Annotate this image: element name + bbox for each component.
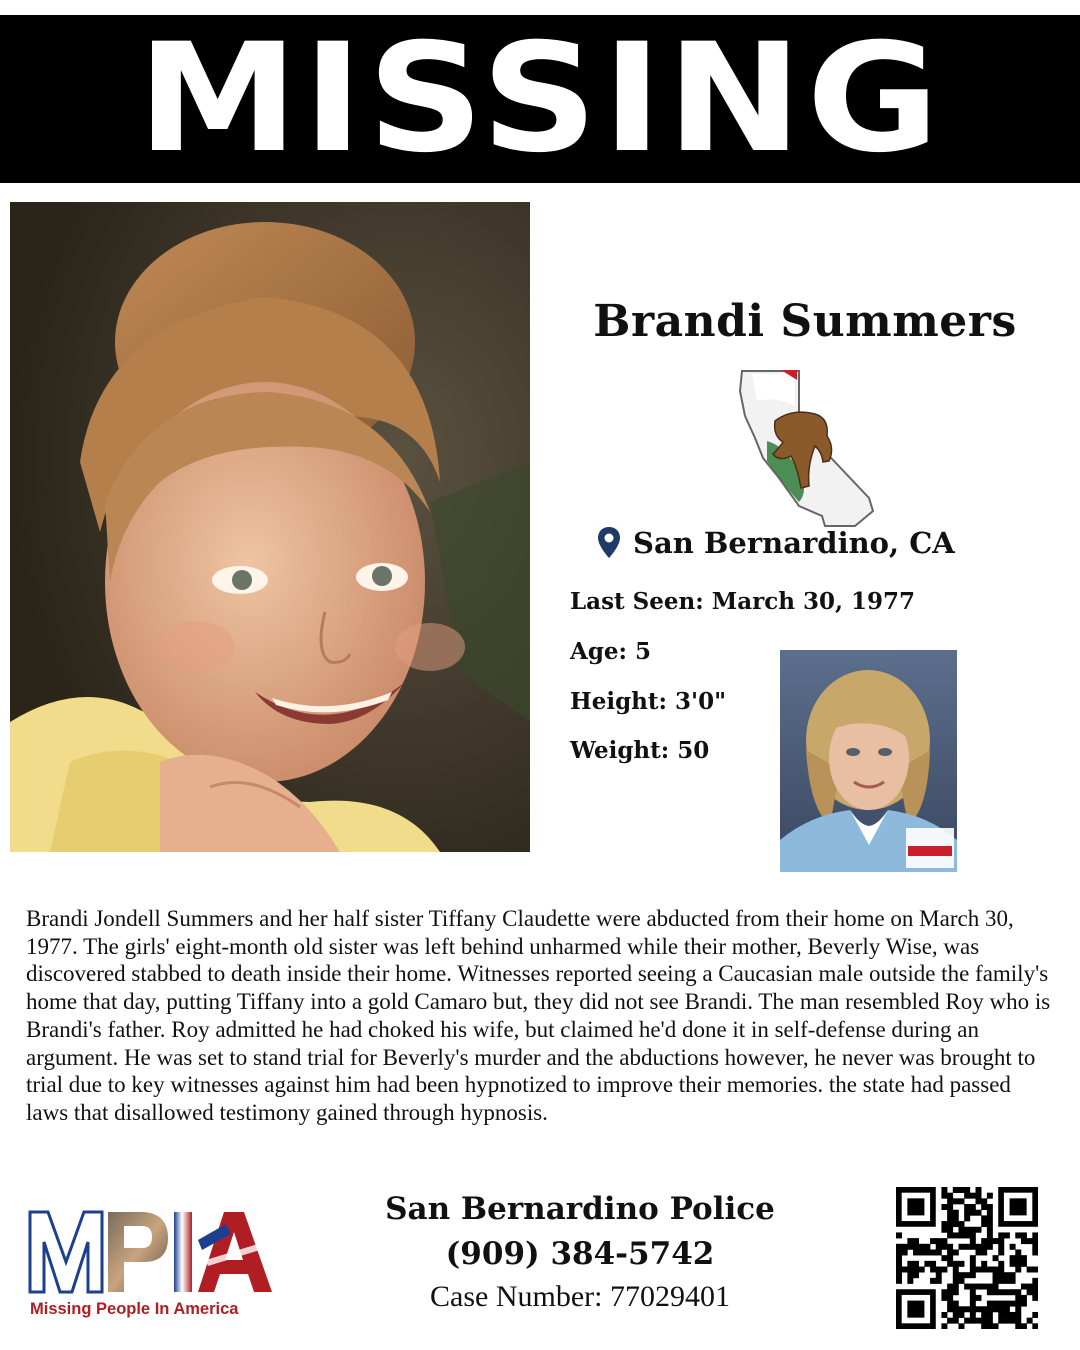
- contact-block: [360, 1188, 800, 1316]
- case-summary: Brandi Jondell Summers and her half sister Tiffany Claudette were abducted from their home on March 30, 1977. The girls' eight-month old sister was left behind unharmed while their mother, Beverly Wise, was discovered stabbed to death inside their home. Witnesses reported seeing a Caucasian male outside the family's home that day, putting Tiffany into a gold Camaro but, they did not see Brandi. The man resembled Roy who is Brandi's father. Roy admitted he had choked his wife, but claimed he'd done it in self-defense during an argument. He was set to stand trial for Beverly's murder and the abductions however, he never was brought to trial due to key witnesses against him had been hypnotized to improve their memories. the state had passed laws that disallowed testimony gained through hypnosis.: [26, 906, 1051, 1125]
- location-text: San Bernardino, CA: [633, 526, 955, 560]
- last-seen-date: Last Seen: March 30, 1977: [570, 588, 915, 615]
- age-fact: Age: 5: [570, 638, 652, 665]
- weight-fact: Weight: 50: [570, 737, 710, 764]
- missing-banner: [0, 12, 1080, 186]
- age-progressed-photo: [780, 650, 957, 872]
- agency-name: San Bernardino Police: [385, 1191, 775, 1227]
- person-name: Brandi Summers: [593, 296, 1017, 347]
- last-known-location: [597, 526, 955, 560]
- banner-title: MISSING: [136, 12, 944, 186]
- child-photo: [10, 202, 530, 852]
- height-fact: Height: 3'0": [570, 688, 727, 715]
- case-number: Case Number: 77029401: [430, 1280, 730, 1313]
- california-map-icon: [737, 366, 877, 531]
- map-pin-icon: [597, 526, 621, 560]
- qr-code-icon[interactable]: [896, 1187, 1038, 1329]
- organization-tagline: Missing People In America: [30, 1300, 239, 1318]
- agency-phone[interactable]: (909) 384-5742: [445, 1236, 715, 1272]
